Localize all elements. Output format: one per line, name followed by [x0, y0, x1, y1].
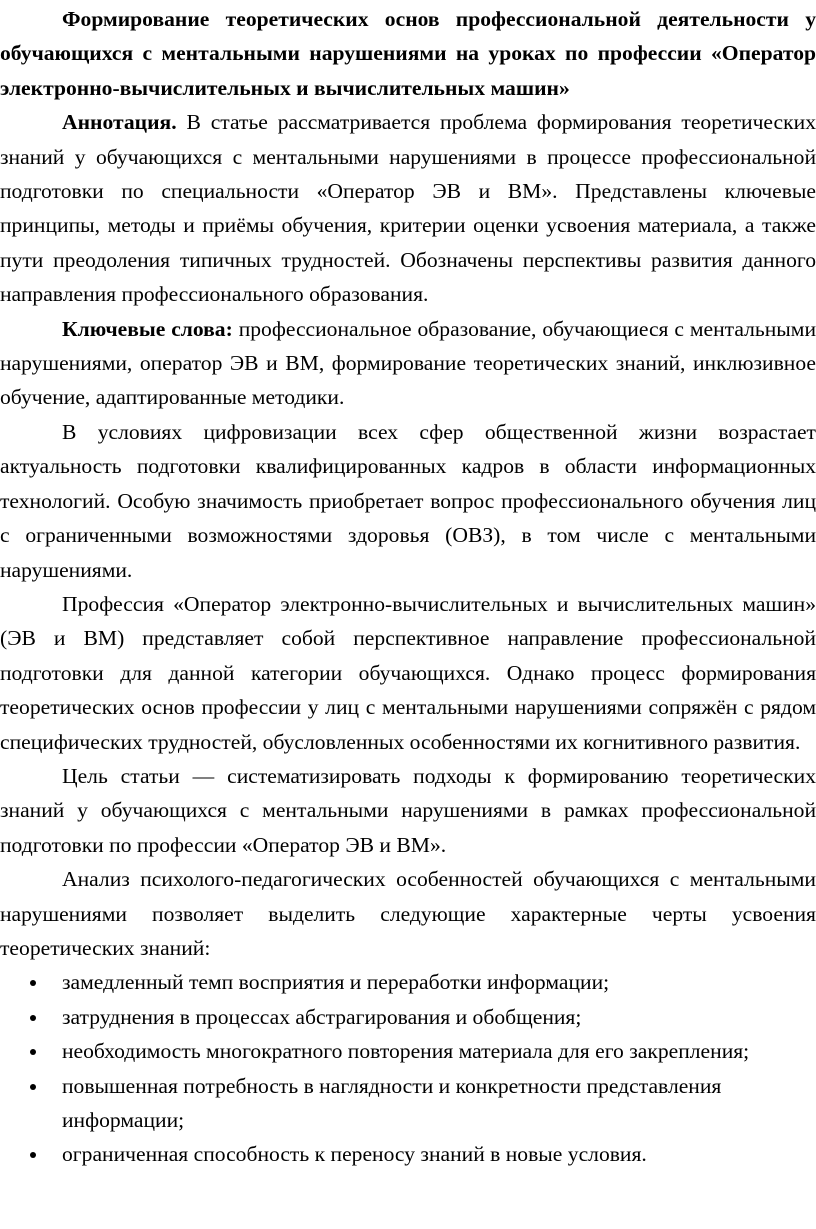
list-item	[0, 1034, 816, 1068]
list-item-text: замедленный темп восприятия и переработки информации;	[62, 970, 610, 995]
bullet-icon	[30, 980, 36, 986]
annotation-label: Аннотация.	[62, 110, 177, 135]
body-paragraph: В условиях цифровизации всех сфер общественной жизни возрастает актуальность подготовки квалифицированных кадров в области информационных технологий. Особую значимость приобретает вопрос профессионального обучения лиц с ограниченными возможностями здоровья (ОВЗ), в том числе с ментальными нарушениями.	[0, 419, 816, 582]
keywords-text: профессиональное образование, обучающиеся с ментальными нарушениями, оператор ЭВ и ВМ, формирование теоретических знаний, инклюзивное обучение, адаптированные методики.	[0, 316, 816, 410]
list-item	[0, 1137, 816, 1171]
body-paragraph: Цель статьи — систематизировать подходы к формированию теоретических знаний у обучающихся с ментальными нарушениями в рамках профессиональной подготовки по профессии «Оператор ЭВ и ВМ».	[0, 763, 816, 857]
list-item	[0, 1069, 816, 1138]
body-paragraph: Профессия «Оператор электронно-вычислительных и вычислительных машин» (ЭВ и ВМ) представляет собой перспективное направление профессиональной подготовки для данной категории обучающихся. Однако процесс формирования теоретических основ профессии у лиц с ментальными нарушениями сопряжён с рядом специфических трудностей, обусловленных особенностями их когнитивного развития.	[0, 591, 816, 754]
list-item-text: необходимость многократного повторения материала для его закрепления;	[62, 1039, 750, 1064]
list-item-text: затруднения в процессах абстрагирования и обобщения;	[62, 1004, 582, 1029]
keywords-paragraph	[0, 312, 816, 415]
keywords-label: Ключевые слова:	[62, 316, 233, 341]
bullet-icon	[30, 1084, 36, 1090]
list-item	[0, 965, 816, 999]
list-item	[0, 1000, 816, 1034]
annotation-paragraph	[0, 105, 816, 311]
annotation-text: В статье рассматривается проблема формирования теоретических знаний у обучающихся с ментальными нарушениями в процессе профессиональной подготовки по специальности «Оператор ЭВ и ВМ». Представлены ключевые принципы, методы и приёмы обучения, критерии оценки усвоения материала, а также пути преодоления типичных трудностей. Обозначены перспективы развития данного направления профессионального образования.	[0, 110, 816, 307]
document-page	[0, 2, 816, 1172]
body-paragraph: Анализ психолого-педагогических особенностей обучающихся с ментальными нарушениями позволяет выделить следующие характерные черты усвоения теоретических знаний:	[0, 867, 816, 960]
bullet-icon	[30, 1152, 36, 1158]
list-item-text: повышенная потребность в наглядности и конкретности представления информации;	[62, 1073, 722, 1132]
bullet-icon	[30, 1015, 36, 1021]
document-title: Формирование теоретических основ профессиональной деятельности у обучающихся с ментальными нарушениями на уроках по профессии «Оператор электронно-вычислительных и вычислительных машин»	[0, 7, 816, 100]
list-item-text: ограниченная способность к переносу знаний в новые условия.	[62, 1142, 647, 1167]
features-list	[0, 965, 816, 1171]
bullet-icon	[30, 1049, 36, 1055]
